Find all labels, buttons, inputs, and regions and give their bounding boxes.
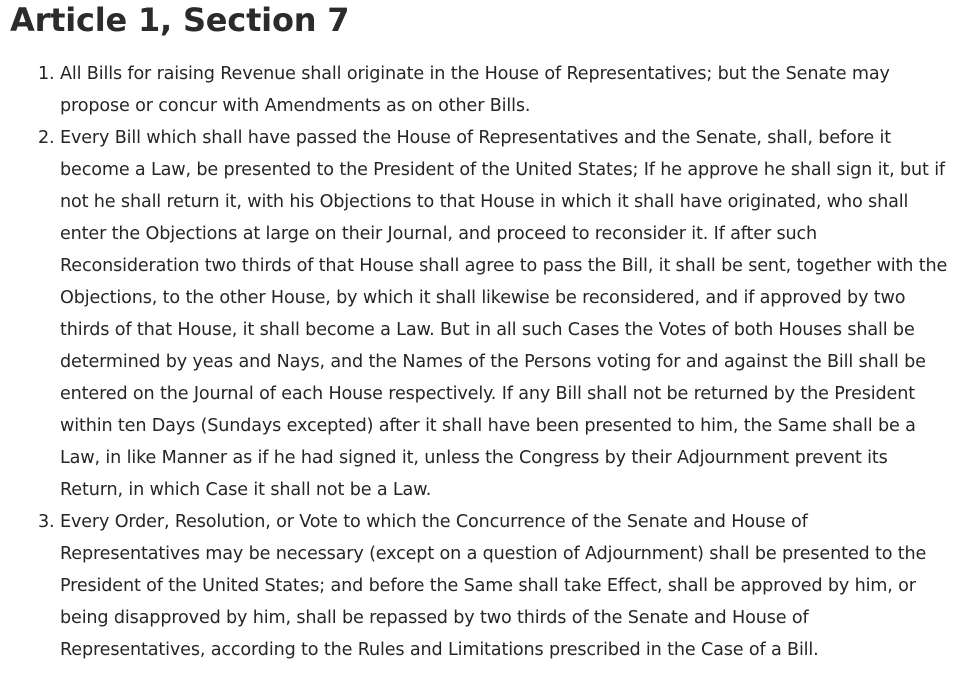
clause-item-1 [38,58,951,122]
clause-text: All Bills for raising Revenue shall originate in the House of Representatives; but the Senate may propose or concur with Amendments as on other Bills. [60,64,890,116]
clause-number: 1. [38,64,55,84]
clause-text: Every Bill which shall have passed the House of Representatives and the Senate, shall, before it become a Law, be presented to the President of the United States; If he approve he shall sign it, but if not he shall return it, with his Objections to that House in which it shall have originated, who shall enter the Objections at large on their Journal, and proceed to reconsider it. If after such Reconsideration two thirds of that House shall agree to pass the Bill, it shall be sent, together with the Objections, to the other House, by which it shall likewise be reconsidered, and if approved by two thirds of that House, it shall become a Law. But in all such Cases the Votes of both Houses shall be determined by yeas and Nays, and the Names of the Persons voting for and against the Bill shall be entered on the Journal of each House respectively. If any Bill shall not be returned by the President within ten Days (Sundays excepted) after it shall have been presented to him, the Same shall be a Law, in like Manner as if he had signed it, unless the Congress by their Adjournment prevent its Return, in which Case it shall not be a Law. [60,128,948,500]
clause-item-3 [38,506,951,666]
clause-number: 3. [38,512,55,532]
clause-item-2 [38,122,951,506]
clause-list [10,58,951,666]
clause-number: 2. [38,128,55,148]
page-title: Article 1, Section 7 [10,1,350,39]
clause-text: Every Order, Resolution, or Vote to which the Concurrence of the Senate and House of Representatives may be necessary (except on a question of Adjournment) shall be presented to the President of the United States; and before the Same shall take Effect, shall be approved by him, or being disapproved by him, shall be repassed by two thirds of the Senate and House of Representatives, according to the Rules and Limitations prescribed in the Case of a Bill. [60,512,927,660]
